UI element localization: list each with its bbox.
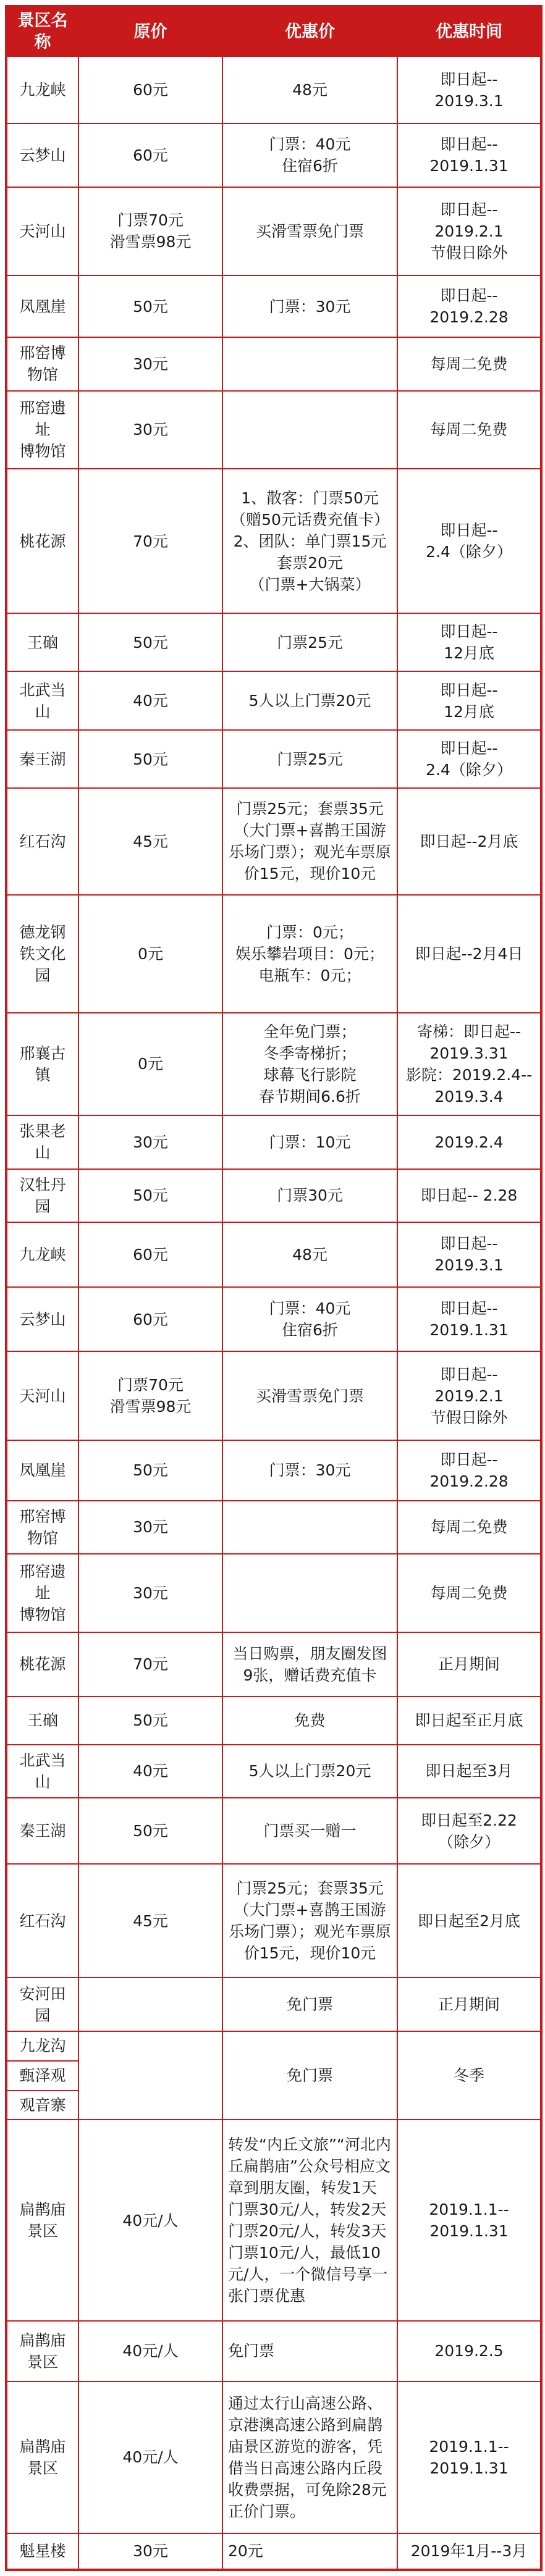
table-row [6,1287,541,1352]
scenic-name: 九龙沟 [6,2031,78,2061]
table-row [6,1440,541,1501]
offer-time: 冬季 [397,2031,541,2120]
table-row [6,56,541,124]
table-row [6,613,541,671]
table-body [6,56,541,2570]
offer-time: 即日起-- 2019.3.1 [397,1222,541,1287]
scenic-name: 扁鹊庙景区 [6,2381,78,2533]
offer-price: 门票25元；套票35元（大门票+喜鹊王国游乐场门票）；观光车票原价15元，现价10元 [222,788,397,895]
offer-time: 正月期间 [397,1632,541,1697]
original-price: 40元 [78,671,222,731]
original-price: 45元 [78,1864,222,1978]
offer-time: 每周二免费 [397,1501,541,1554]
table-row [6,1222,541,1287]
offer-time: 即日起-- 2019.1.31 [397,1287,541,1352]
header-offer-price: 优惠价 [222,6,397,56]
table-row [6,2120,541,2321]
original-price [78,2031,222,2120]
original-price: 40元/人 [78,2321,222,2381]
original-price: 60元 [78,124,222,187]
offer-price: 5人以上门票20元 [222,671,397,731]
offer-time: 每周二免费 [397,1554,541,1632]
offer-time: 即日起-- 2019.3.1 [397,56,541,124]
offer-price: 通过太行山高速公路、京港澳高速公路到扁鹊庙景区游览的游客，凭借当日高速公路内丘段收费票据，可免除28元正价门票。 [222,2381,397,2533]
original-price: 门票70元 滑雪票98元 [78,1351,222,1440]
offer-price: 门票25元 [222,730,397,787]
scenic-name: 观音寨 [6,2091,78,2120]
original-price: 50元 [78,1169,222,1222]
scenic-name: 邢襄古镇 [6,1013,78,1115]
offer-price: 门票：40元 住宿6折 [222,124,397,187]
header-offer-time: 优惠时间 [397,6,541,56]
offer-time: 即日起-- 2019.1.31 [397,124,541,187]
table-row [6,391,541,469]
table-row [6,2381,541,2533]
original-price: 30元 [78,391,222,469]
scenic-name: 邢窑博物馆 [6,337,78,390]
scenic-name: 秦王湖 [6,1798,78,1864]
scenic-name: 汉牡丹园 [6,1169,78,1222]
offer-price: 20元 [222,2533,397,2570]
original-price: 70元 [78,1632,222,1697]
table-row [6,1501,541,1554]
table-row [6,1351,541,1440]
scenic-name: 秦王湖 [6,730,78,787]
offer-price [222,1501,397,1554]
scenic-name: 桃花源 [6,1632,78,1697]
table-row [6,337,541,390]
scenic-name: 天河山 [6,187,78,275]
offer-time: 2019年1月--3月 [397,2533,541,2570]
original-price: 50元 [78,1798,222,1864]
original-price: 30元 [78,1501,222,1554]
table-row [6,124,541,187]
original-price [78,1978,222,2031]
offer-price: 5人以上门票20元 [222,1745,397,1798]
scenic-name: 九龙峡 [6,56,78,124]
offer-time: 即日起-- 2019.2.1 节假日除外 [397,1351,541,1440]
offer-price: 门票：0元； 娱乐攀岩项目：0元； 电瓶车：0元； [222,895,397,1013]
table-row [6,1169,541,1222]
table-header-row [6,6,541,56]
offer-time: 即日起--2月4日 [397,895,541,1013]
offer-price [222,337,397,390]
offer-time: 即日起--2月底 [397,788,541,895]
offer-price: 门票30元 [222,1169,397,1222]
original-price: 45元 [78,788,222,895]
original-price: 50元 [78,275,222,337]
table-row [6,1864,541,1978]
offer-time: 正月期间 [397,1978,541,2031]
offer-price [222,1554,397,1632]
offer-time: 2019.1.1-- 2019.1.31 [397,2120,541,2321]
offer-time: 即日起-- 12月底 [397,613,541,671]
table-row [6,1554,541,1632]
scenic-name: 安河田园 [6,1978,78,2031]
offer-price: 免门票 [222,2321,397,2381]
offer-price: 48元 [222,56,397,124]
offer-price: 全年免门票； 冬季寄梯折； 球幕飞行影院 春节期间6.6折 [222,1013,397,1115]
offer-time: 即日起至3月 [397,1745,541,1798]
original-price: 50元 [78,730,222,787]
table-row [6,671,541,731]
original-price: 0元 [78,895,222,1013]
original-price: 50元 [78,1440,222,1501]
scenic-name: 扁鹊庙景区 [6,2321,78,2381]
original-price: 30元 [78,1554,222,1632]
offer-price: 门票：30元 [222,275,397,337]
offer-price: 转发“内丘文旅”“河北内丘扁鹊庙”公众号相应文章到朋友圈，转发1天门票30元/人，转发2天门票20元/人，转发3天门票10元/人，最低10元/人，一个微信号享一张门票优惠 [222,2120,397,2321]
original-price: 70元 [78,469,222,613]
table-row [6,2321,541,2381]
table-row [6,1115,541,1168]
offer-price: 买滑雪票免门票 [222,1351,397,1440]
scenic-name: 邢窑遗址 博物馆 [6,391,78,469]
scenic-name: 德龙钢铁文化园 [6,895,78,1013]
offer-time: 即日起至正月底 [397,1697,541,1744]
scenic-name: 九龙峡 [6,1222,78,1287]
original-price: 30元 [78,2533,222,2570]
original-price: 50元 [78,1697,222,1744]
original-price: 60元 [78,56,222,124]
scenic-name: 魁星楼 [6,2533,78,2570]
table-row [6,1798,541,1864]
offer-price: 门票：40元 住宿6折 [222,1287,397,1352]
original-price: 50元 [78,613,222,671]
offer-price: 免门票 [222,2031,397,2120]
original-price: 60元 [78,1287,222,1352]
offer-price: 门票买一赠一 [222,1798,397,1864]
offer-time: 2019.2.5 [397,2321,541,2381]
scenic-name: 王硇 [6,613,78,671]
offer-time: 2019.1.1-- 2019.1.31 [397,2381,541,2533]
offer-price: 门票25元 [222,613,397,671]
offer-price: 当日购票，朋友圈发图9张，赠话费充值卡 [222,1632,397,1697]
offer-time: 2019.2.4 [397,1115,541,1168]
scenic-name: 红石沟 [6,1864,78,1978]
offer-time: 即日起-- 2.4（除夕） [397,469,541,613]
scenic-name: 天河山 [6,1351,78,1440]
scenic-name: 北武当山 [6,1745,78,1798]
scenic-name: 云梦山 [6,1287,78,1352]
table-row [6,730,541,787]
offer-price: 门票：10元 [222,1115,397,1168]
scenic-name: 张果老山 [6,1115,78,1168]
table-row [6,1978,541,2031]
table-row [6,1697,541,1744]
header-original-price: 原价 [78,6,222,56]
table-row [6,2031,541,2061]
header-scenic: 景区名称 [6,6,78,56]
offer-time: 每周二免费 [397,391,541,469]
table-row [6,2533,541,2570]
scenic-name: 凤凰崖 [6,1440,78,1501]
table-row [6,1632,541,1697]
offer-time: 寄梯：即日起-- 2019.3.31 影院：2019.2.4-- 2019.3.4 [397,1013,541,1115]
scenic-name: 甄泽观 [6,2061,78,2091]
offer-price: 买滑雪票免门票 [222,187,397,275]
offer-time: 即日起至2月底 [397,1864,541,1978]
offer-price: 1、散客：门票50元（赠50元话费充值卡） 2、团队：单门票15元 套票20元 （门票+大锅菜） [222,469,397,613]
table-row [6,187,541,275]
offer-price: 免费 [222,1697,397,1744]
offer-price: 免门票 [222,1978,397,2031]
offer-time: 即日起-- 2019.2.1 节假日除外 [397,187,541,275]
offer-time: 即日起-- 2.4（除夕） [397,730,541,787]
offer-price: 门票：30元 [222,1440,397,1501]
table-row [6,275,541,337]
scenic-name: 北武当山 [6,671,78,731]
table-row [6,895,541,1013]
offer-time: 即日起-- 2.28 [397,1169,541,1222]
scenic-name: 王硇 [6,1697,78,1744]
table-row [6,1745,541,1798]
original-price: 40元/人 [78,2120,222,2321]
scenic-name: 红石沟 [6,788,78,895]
scenic-name: 扁鹊庙景区 [6,2120,78,2321]
offer-price: 48元 [222,1222,397,1287]
original-price: 60元 [78,1222,222,1287]
original-price: 30元 [78,1115,222,1168]
table-row [6,788,541,895]
table-row [6,1013,541,1115]
offer-time: 即日起-- 2019.2.28 [397,1440,541,1501]
scenic-name: 邢窑博物馆 [6,1501,78,1554]
scenic-name: 桃花源 [6,469,78,613]
scenic-name: 凤凰崖 [6,275,78,337]
offer-time: 即日起-- 2019.2.28 [397,275,541,337]
scenic-name: 邢窑遗址 博物馆 [6,1554,78,1632]
original-price: 30元 [78,337,222,390]
original-price: 门票70元 滑雪票98元 [78,187,222,275]
original-price: 0元 [78,1013,222,1115]
offer-price [222,391,397,469]
offer-time: 即日起至2.22 （除夕） [397,1798,541,1864]
scenic-name: 云梦山 [6,124,78,187]
table-row [6,469,541,613]
offer-time: 每周二免费 [397,337,541,390]
original-price: 40元/人 [78,2381,222,2533]
discount-table [5,5,543,2571]
offer-time: 即日起-- 12月底 [397,671,541,731]
offer-price: 门票25元；套票35元（大门票+喜鹊王国游乐场门票）；观光车票原价15元，现价10元 [222,1864,397,1978]
original-price: 40元 [78,1745,222,1798]
